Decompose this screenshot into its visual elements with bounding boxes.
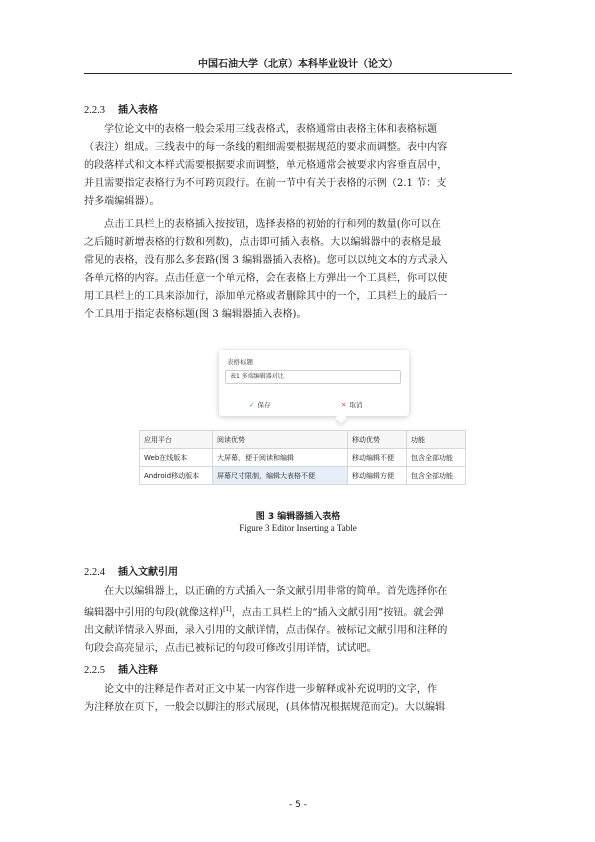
text-line: 并且需要指定表格行为不可跨页段行。在前一节中有关于表格的示例（2.1 节：支: [84, 178, 447, 189]
paragraph-tables-2: [84, 216, 512, 324]
cancel-button[interactable]: [341, 400, 362, 409]
table-cell[interactable]: 移动编辑不便: [348, 449, 407, 467]
table-caption-popup: [219, 350, 409, 416]
text-line: 为注释放在页下，一般会以脚注的形式展现，(具体情况根据规范而定)。大以编辑: [84, 702, 446, 713]
paragraph-citations: [84, 583, 512, 658]
text-line: 常见的表格，没有那么多套路(图 3 编辑器插入表格)。您可以以纯文本的方式录入: [84, 255, 448, 266]
text-line: 在大以编辑器上，以正确的方式插入一条文献引用非常的简单。首先选择你在: [104, 586, 448, 597]
paragraph-tables-1: [84, 121, 512, 211]
table-row: [140, 467, 466, 485]
page-number: - 5 -: [289, 800, 307, 810]
table-cell[interactable]: 包含全部功能: [407, 467, 466, 485]
section-heading-2-2-3: [84, 101, 158, 116]
text-line: 的段落样式和文本样式需要根据要求而调整，单元格通常会被要求内容垂直居中，: [84, 160, 448, 171]
text-line-with-citation: [84, 601, 512, 622]
table-cell[interactable]: 应用平台: [140, 431, 213, 449]
close-icon: ✕: [341, 401, 347, 409]
text-fragment: 编辑器中引用的句段(就像这样): [84, 607, 224, 619]
table-cell[interactable]: Web在线版本: [140, 449, 213, 467]
figure-editor-table: [135, 350, 475, 490]
citation-mark[interactable]: [1]: [223, 606, 232, 613]
text-fragment: ，点击工具栏上的“插入文献引用”按钮。就会弹: [231, 607, 444, 619]
text-line: 持多端编辑器）。: [84, 196, 160, 207]
section-heading-2-2-5: [84, 661, 158, 676]
section-heading-2-2-4: [84, 563, 178, 578]
text-line: （表注）组成。三线表中的每一条线的粗细需要根据规范的要求而调整。表中内容: [84, 142, 448, 153]
text-line: 用工具栏上的工具来添加行，添加单元格或者删除其中的一个，工具栏上的最后一: [84, 291, 448, 302]
text-line: 出文献详情录入界面，录入引用的文献详情，点击保存。被标记文献引用和注释的: [84, 625, 448, 637]
table-row: [140, 431, 466, 449]
popup-arrow: [335, 412, 346, 423]
section-title: 插入注释: [118, 665, 158, 676]
table-cell[interactable]: 包含全部功能: [407, 449, 466, 467]
check-icon: ✓: [249, 401, 255, 409]
table-cell[interactable]: 功能: [407, 431, 466, 449]
table-cell[interactable]: 移动优势: [348, 431, 407, 449]
table-cell[interactable]: 大屏幕，便于阅读和编辑: [213, 449, 348, 467]
text-line: 句段会高亮显示，点击已被标记的句段可修改引用详情，试试吧。: [84, 643, 377, 655]
figure-caption-cn: 图 3 编辑器插入表格: [255, 512, 341, 522]
save-button[interactable]: [249, 400, 270, 409]
save-label: 保存: [257, 401, 271, 409]
section-number: 2.2.3: [84, 105, 105, 116]
text-line: 之后随时新增表格的行数和列数)，点击即可插入表格。大以编辑器中的表格是最: [84, 237, 442, 248]
paragraph-annotations: [84, 681, 512, 717]
text-line: 论文中的注释是作者对正文中某一内容作进一步解释或补充说明的文字，作: [104, 684, 438, 695]
text-line: 学位论文中的表格一般会采用三线表格式，表格通常由表格主体和表格标题: [104, 124, 438, 135]
figure-caption-en: Figure 3 Editor Inserting a Table: [239, 523, 357, 533]
text-line: 点击工具栏上的表格插入按按钮，选择表格的初始的行和列的数量(你可以在: [104, 219, 442, 230]
text-line: 各单元格的内容。点击任意一个单元格，会在表格上方弹出一个工具栏，你可以使: [84, 273, 448, 284]
popup-label: 表格标题: [227, 358, 253, 366]
running-header: 中国石油大学（北京）本科毕业设计（论文）: [198, 59, 398, 70]
cancel-label: 取消: [349, 401, 363, 409]
section-number: 2.2.5: [84, 665, 105, 676]
text-line: 个工具用于指定表格标题(图 3 编辑器插入表格)。: [84, 309, 307, 320]
table-cell[interactable]: 移动编辑方便: [348, 467, 407, 485]
table-row: [140, 449, 466, 467]
header-rule: [84, 73, 512, 74]
table-cell-selected[interactable]: 屏幕尺寸限制，编辑大表格不便: [213, 467, 348, 485]
section-title: 插入文献引用: [118, 567, 178, 578]
table-cell[interactable]: Android移动版本: [140, 467, 213, 485]
section-number: 2.2.4: [84, 567, 105, 578]
table-caption-input[interactable]: 表1 多端编辑器对比: [225, 370, 401, 384]
table-cell[interactable]: 阅读优势: [213, 431, 348, 449]
section-title: 插入表格: [118, 105, 158, 116]
editor-table: [139, 430, 466, 485]
